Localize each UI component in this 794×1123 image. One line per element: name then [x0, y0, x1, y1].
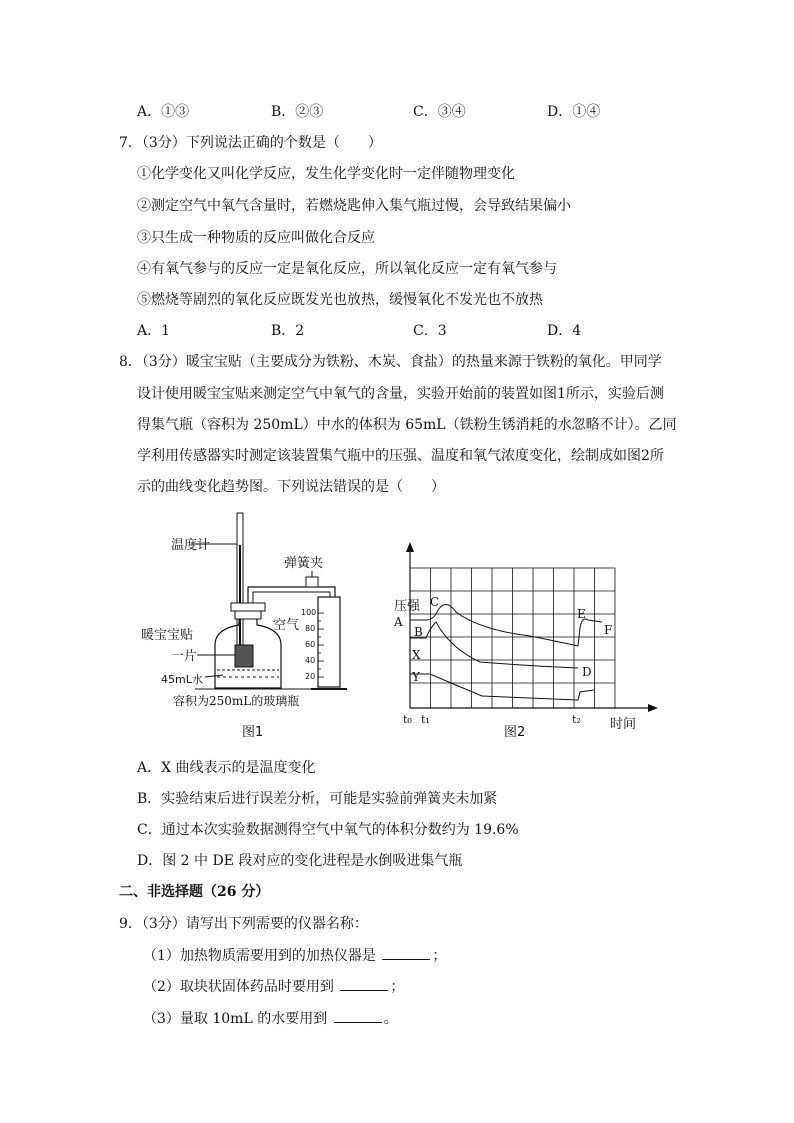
- figure-2-graph: [390, 540, 670, 745]
- q9-item-3-text: （3）量取 10mL 的水要用到: [143, 1011, 328, 1027]
- fig2-caption: 图2: [504, 725, 526, 740]
- q8-option-b: B．实验结束后进行误差分析，可能是实验前弹簧夹未加紧: [137, 791, 498, 807]
- section-2-heading: 二、非选择题（26 分）: [119, 884, 270, 900]
- fig2-label-c: C: [430, 595, 440, 609]
- fig2-label-b: B: [414, 625, 423, 639]
- svg-text:20: 20: [305, 672, 316, 681]
- q6-option-c: C．③④: [413, 104, 466, 120]
- q9-item-2-end: ；: [390, 979, 405, 995]
- q9-item-3: [143, 1008, 398, 1029]
- q7-statement-2: ②测定空气中氧气含量时，若燃烧匙伸入集气瓶过慢，会导致结果偏小: [137, 198, 571, 214]
- fig2-tick-t2: t₂: [572, 713, 581, 726]
- fig2-ylabel: 压强: [394, 599, 421, 614]
- q9-item-2-text: （2）取块状固体药品时要用到: [143, 979, 334, 995]
- q8-option-c: C．通过本次实验数据测得空气中氧气的体积分数约为 19.6%: [137, 822, 519, 838]
- q7-option-d: D．4: [547, 323, 582, 339]
- q6-option-d: D．①④: [547, 104, 601, 120]
- fig1-label-thermometer: 温度计: [171, 538, 211, 553]
- svg-text:60: 60: [305, 640, 316, 649]
- svg-text:100: 100: [301, 608, 317, 617]
- fig2-label-e: E: [577, 607, 586, 621]
- q7-option-b: B．2: [271, 323, 305, 339]
- fig2-label-f: F: [604, 623, 613, 637]
- q7-stem: 7．（3分）下列说法正确的个数是（ ）: [119, 135, 382, 151]
- q9-item-1-blank[interactable]: [382, 945, 430, 960]
- fig1-label-bottle: 容积为250mL的玻璃瓶: [173, 694, 300, 708]
- fig1-scale: [301, 608, 316, 681]
- q7-statement-5: ⑤燃烧等剧烈的氧化反应既发光也放热，缓慢氧化不发光也不放热: [137, 292, 543, 308]
- q8-stem-line-1: 8．（3分）暖宝宝贴（主要成分为铁粉、木炭、食盐）的热量来源于铁粉的氧化。甲同学: [119, 354, 662, 370]
- q8-option-a: A．X 曲线表示的是温度变化: [137, 760, 316, 776]
- fig1-caption: 图1: [242, 725, 264, 740]
- fig2-grid: [410, 568, 615, 708]
- q7-statement-3: ③只生成一种物质的反应叫做化合反应: [137, 230, 375, 246]
- q9-item-3-blank[interactable]: [334, 1008, 382, 1023]
- fig1-label-air: 空气: [273, 618, 300, 633]
- q9-stem: 9．（3分）请写出下列需要的仪器名称：: [119, 916, 368, 932]
- q7-statement-1: ①化学变化又叫化学反应，发生化学变化时一定伴随物理变化: [137, 166, 515, 182]
- q9-item-1-text: （1）加热物质需要用到的加热仪器是: [143, 948, 376, 964]
- q8-stem-line-2: 设计使用暖宝宝贴来测定空气中氧气的含量，实验开始前的装置如图1所示，实验后测: [137, 386, 664, 402]
- fig2-y-curve: [410, 674, 594, 700]
- fig2-label-x: X: [412, 648, 421, 662]
- fig2-label-d: D: [582, 665, 592, 679]
- fig2-tick-t0: t₀: [403, 713, 412, 726]
- q8-stem-line-3: 得集气瓶（容积为 250mL）中水的体积为 65mL（铁粉生锈消耗的水忽略不计）。乙同: [137, 417, 677, 433]
- fig2-pressure-curve: [410, 604, 602, 646]
- q9-item-2: [143, 976, 404, 997]
- q6-option-b: B．②③: [271, 104, 324, 120]
- q8-stem-line-4: 学利用传感器实时测定该装置集气瓶中的压强、温度和氧气浓度变化，绘制成如图2所: [137, 448, 664, 464]
- fig1-label-pad-2: 一片: [171, 649, 198, 664]
- q9-item-1: [143, 945, 446, 966]
- fig1-label-pad-1: 暖宝宝贴: [141, 628, 194, 643]
- fig2-label-a: A: [394, 615, 403, 629]
- q9-item-1-end: ；: [432, 948, 447, 964]
- figure-1-apparatus: [135, 505, 365, 745]
- q6-option-a: A．①③: [137, 104, 190, 120]
- q8-stem-line-5: 示的曲线变化趋势图。下列说法错误的是（ ）: [137, 479, 445, 495]
- fig2-label-y: Y: [412, 670, 420, 684]
- svg-text:80: 80: [305, 624, 316, 633]
- fig2-xlabel: 时间: [610, 717, 637, 732]
- svg-text:40: 40: [305, 656, 316, 665]
- q9-item-2-blank[interactable]: [340, 976, 388, 991]
- q9-item-3-end: 。: [383, 1011, 398, 1027]
- q8-option-d: D．图 2 中 DE 段对应的变化进程是水倒吸进集气瓶: [137, 853, 463, 869]
- q7-option-c: C．3: [413, 323, 447, 339]
- q7-statement-4: ④有氧气参与的反应一定是氧化反应，所以氧化反应一定有氧气参与: [137, 261, 557, 277]
- fig1-label-water: 45mL水: [161, 673, 203, 686]
- q7-option-a: A．1: [137, 323, 171, 339]
- fig1-label-clamp: 弹簧夹: [284, 556, 324, 571]
- fig2-tick-t1: t₁: [421, 713, 430, 726]
